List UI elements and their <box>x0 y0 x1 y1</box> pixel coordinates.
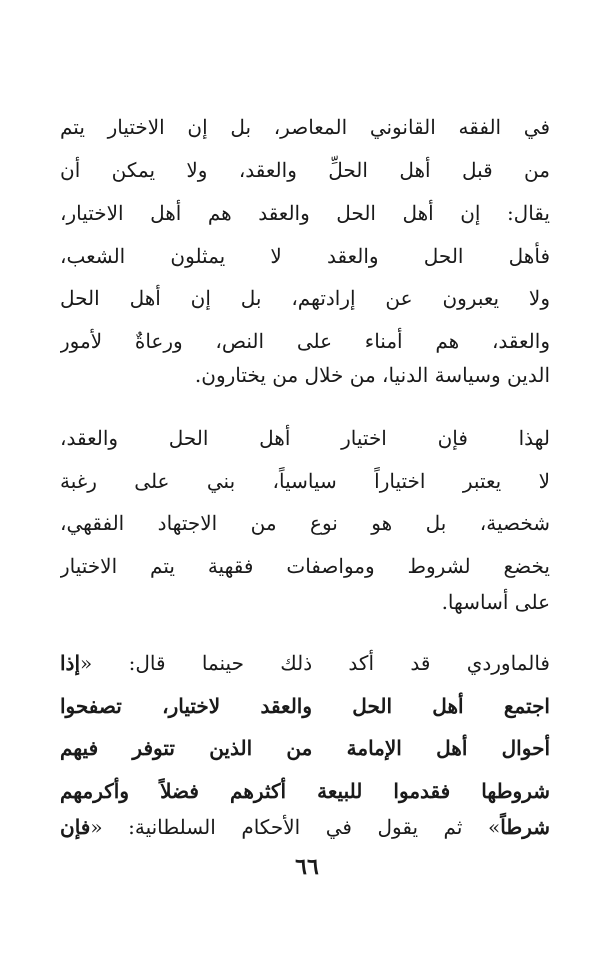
paragraph-1-line-5: ولا يعبرون عن إرادتهم، بل إن أهل الحل <box>60 286 550 310</box>
paragraph-2-line-4: يخضع لشروط ومواصفات فقهية يتم الاختيار <box>60 554 550 578</box>
paragraph-2-line-2: لا يعتبر اختياراً سياسياً، بني على رغبة <box>60 469 550 493</box>
paragraph-1-line-3: يقال: إن أهل الحل والعقد هم أهل الاختيار، <box>60 201 550 225</box>
paragraph-1-line-6: والعقد، هم أمناء على النص، ورعاةٌ لأمور <box>60 329 550 353</box>
paragraph-3-line-4: شروطها فقدموا للبيعة أكثرهم فضلاً وأكرمهم <box>60 779 550 803</box>
paragraph-1-line-7: الدين وسياسة الدنيا، من خلال من يختارون. <box>194 363 550 387</box>
paragraph-2-line-1: لهذا فإن اختيار أهل الحل والعقد، <box>60 426 550 450</box>
page-number: ٦٦ <box>295 854 319 880</box>
paragraph-3-line-1-bold: إذا <box>60 651 81 675</box>
paragraph-3-line-1 <box>60 643 550 683</box>
paragraph-3-line-3: أحوال أهل الإمامة من الذين تتوفر فيهم <box>60 736 550 760</box>
paragraph-2-line-3: شخصية، بل هو نوع من الاجتهاد الفقهي، <box>60 511 550 535</box>
paragraph-1-line-1: في الفقه القانوني المعاصر، بل إن الاختيار يتم <box>60 115 550 139</box>
paragraph-3-line-5-text: » ثم يقول في الأحكام السلطانية: « <box>90 815 501 839</box>
paragraph-3-line-5-bold-start: شرطاً <box>500 815 550 839</box>
paragraph-1-line-4: فأهل الحل والعقد لا يمثلون الشعب، <box>60 244 550 268</box>
paragraph-1-line-2: من قبل أهل الحلِّ والعقد، ولا يمكن أن <box>60 158 550 182</box>
paragraph-3-line-5-bold-end: فإن <box>60 815 91 839</box>
paragraph-3-line-1-text: فالماوردي قد أكد ذلك حينما قال: « <box>80 651 550 675</box>
paragraph-3-line-2: اجتمع أهل الحل والعقد لاختيار، تصفحوا <box>60 694 550 718</box>
paragraph-2-line-5: على أساسها. <box>441 590 550 614</box>
paragraph-3-line-5 <box>60 807 550 847</box>
